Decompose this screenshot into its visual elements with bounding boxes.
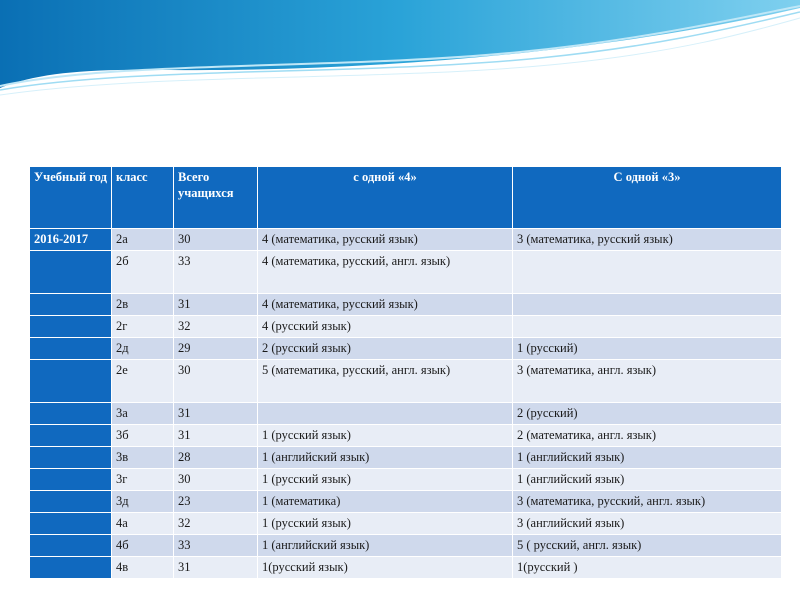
cell-one-three: 3 (английский язык) (513, 513, 782, 535)
table-row (30, 491, 782, 513)
cell-year (30, 338, 112, 360)
cell-total: 29 (174, 338, 258, 360)
cell-one-three: 2 (математика, англ. язык) (513, 425, 782, 447)
cell-total: 23 (174, 491, 258, 513)
cell-class: 2д (112, 338, 174, 360)
cell-one-four: 4 (математика, русский язык) (258, 229, 513, 251)
cell-one-four: 5 (математика, русский, англ. язык) (258, 360, 513, 403)
decorative-wave-banner (0, 0, 800, 100)
cell-one-four: 1 (русский язык) (258, 513, 513, 535)
cell-class: 3в (112, 447, 174, 469)
cell-one-four (258, 403, 513, 425)
table-row (30, 403, 782, 425)
cell-class: 3а (112, 403, 174, 425)
table-row (30, 513, 782, 535)
cell-one-three: 1 (английский язык) (513, 447, 782, 469)
table-row (30, 360, 782, 403)
cell-total: 31 (174, 403, 258, 425)
table-row (30, 447, 782, 469)
cell-total: 30 (174, 229, 258, 251)
grades-table (29, 166, 782, 579)
cell-total: 33 (174, 251, 258, 294)
header-class: класс (112, 167, 174, 229)
cell-one-four: 1 (английский язык) (258, 535, 513, 557)
cell-one-three: 2 (русский) (513, 403, 782, 425)
cell-one-four: 4 (математика, русский, англ. язык) (258, 251, 513, 294)
cell-year (30, 469, 112, 491)
cell-year (30, 447, 112, 469)
table-row (30, 338, 782, 360)
cell-one-three: 1 (русский) (513, 338, 782, 360)
cell-one-three (513, 316, 782, 338)
table-row (30, 469, 782, 491)
cell-year (30, 251, 112, 294)
cell-one-four: 1 (русский язык) (258, 469, 513, 491)
cell-total: 28 (174, 447, 258, 469)
cell-one-three: 1 (английский язык) (513, 469, 782, 491)
cell-total: 30 (174, 469, 258, 491)
cell-total: 32 (174, 316, 258, 338)
cell-class: 3д (112, 491, 174, 513)
table-row (30, 535, 782, 557)
header-school-year: Учебный год (30, 167, 112, 229)
cell-total: 31 (174, 557, 258, 579)
table-row (30, 425, 782, 447)
table-row (30, 316, 782, 338)
cell-year (30, 360, 112, 403)
cell-year (30, 294, 112, 316)
cell-one-three (513, 294, 782, 316)
cell-total: 33 (174, 535, 258, 557)
cell-one-three: 3 (математика, русский язык) (513, 229, 782, 251)
cell-total: 31 (174, 425, 258, 447)
cell-class: 3г (112, 469, 174, 491)
cell-year (30, 316, 112, 338)
header-total-students: Всего учащихся (174, 167, 258, 229)
table-header-row (30, 167, 782, 229)
cell-year: 2016-2017 (30, 229, 112, 251)
cell-total: 32 (174, 513, 258, 535)
cell-one-three: 1(русский ) (513, 557, 782, 579)
table-row (30, 294, 782, 316)
cell-class: 4в (112, 557, 174, 579)
header-one-three: С одной «3» (513, 167, 782, 229)
cell-one-four: 2 (русский язык) (258, 338, 513, 360)
cell-class: 4а (112, 513, 174, 535)
cell-year (30, 535, 112, 557)
cell-class: 2а (112, 229, 174, 251)
cell-class: 3б (112, 425, 174, 447)
cell-one-four: 1 (английский язык) (258, 447, 513, 469)
cell-one-four: 1 (математика) (258, 491, 513, 513)
cell-one-three: 3 (математика, русский, англ. язык) (513, 491, 782, 513)
cell-year (30, 491, 112, 513)
cell-class: 2в (112, 294, 174, 316)
table-row (30, 557, 782, 579)
table-row (30, 229, 782, 251)
cell-one-three: 5 ( русский, англ. язык) (513, 535, 782, 557)
header-one-four: с одной «4» (258, 167, 513, 229)
cell-one-three: 3 (математика, англ. язык) (513, 360, 782, 403)
table-row (30, 251, 782, 294)
cell-class: 2б (112, 251, 174, 294)
cell-class: 2г (112, 316, 174, 338)
cell-one-four: 1(русский язык) (258, 557, 513, 579)
cell-one-four: 4 (математика, русский язык) (258, 294, 513, 316)
cell-year (30, 425, 112, 447)
cell-class: 2е (112, 360, 174, 403)
cell-year (30, 403, 112, 425)
cell-one-three (513, 251, 782, 294)
cell-one-four: 4 (русский язык) (258, 316, 513, 338)
cell-one-four: 1 (русский язык) (258, 425, 513, 447)
cell-total: 31 (174, 294, 258, 316)
cell-total: 30 (174, 360, 258, 403)
cell-year (30, 513, 112, 535)
cell-year (30, 557, 112, 579)
cell-class: 4б (112, 535, 174, 557)
